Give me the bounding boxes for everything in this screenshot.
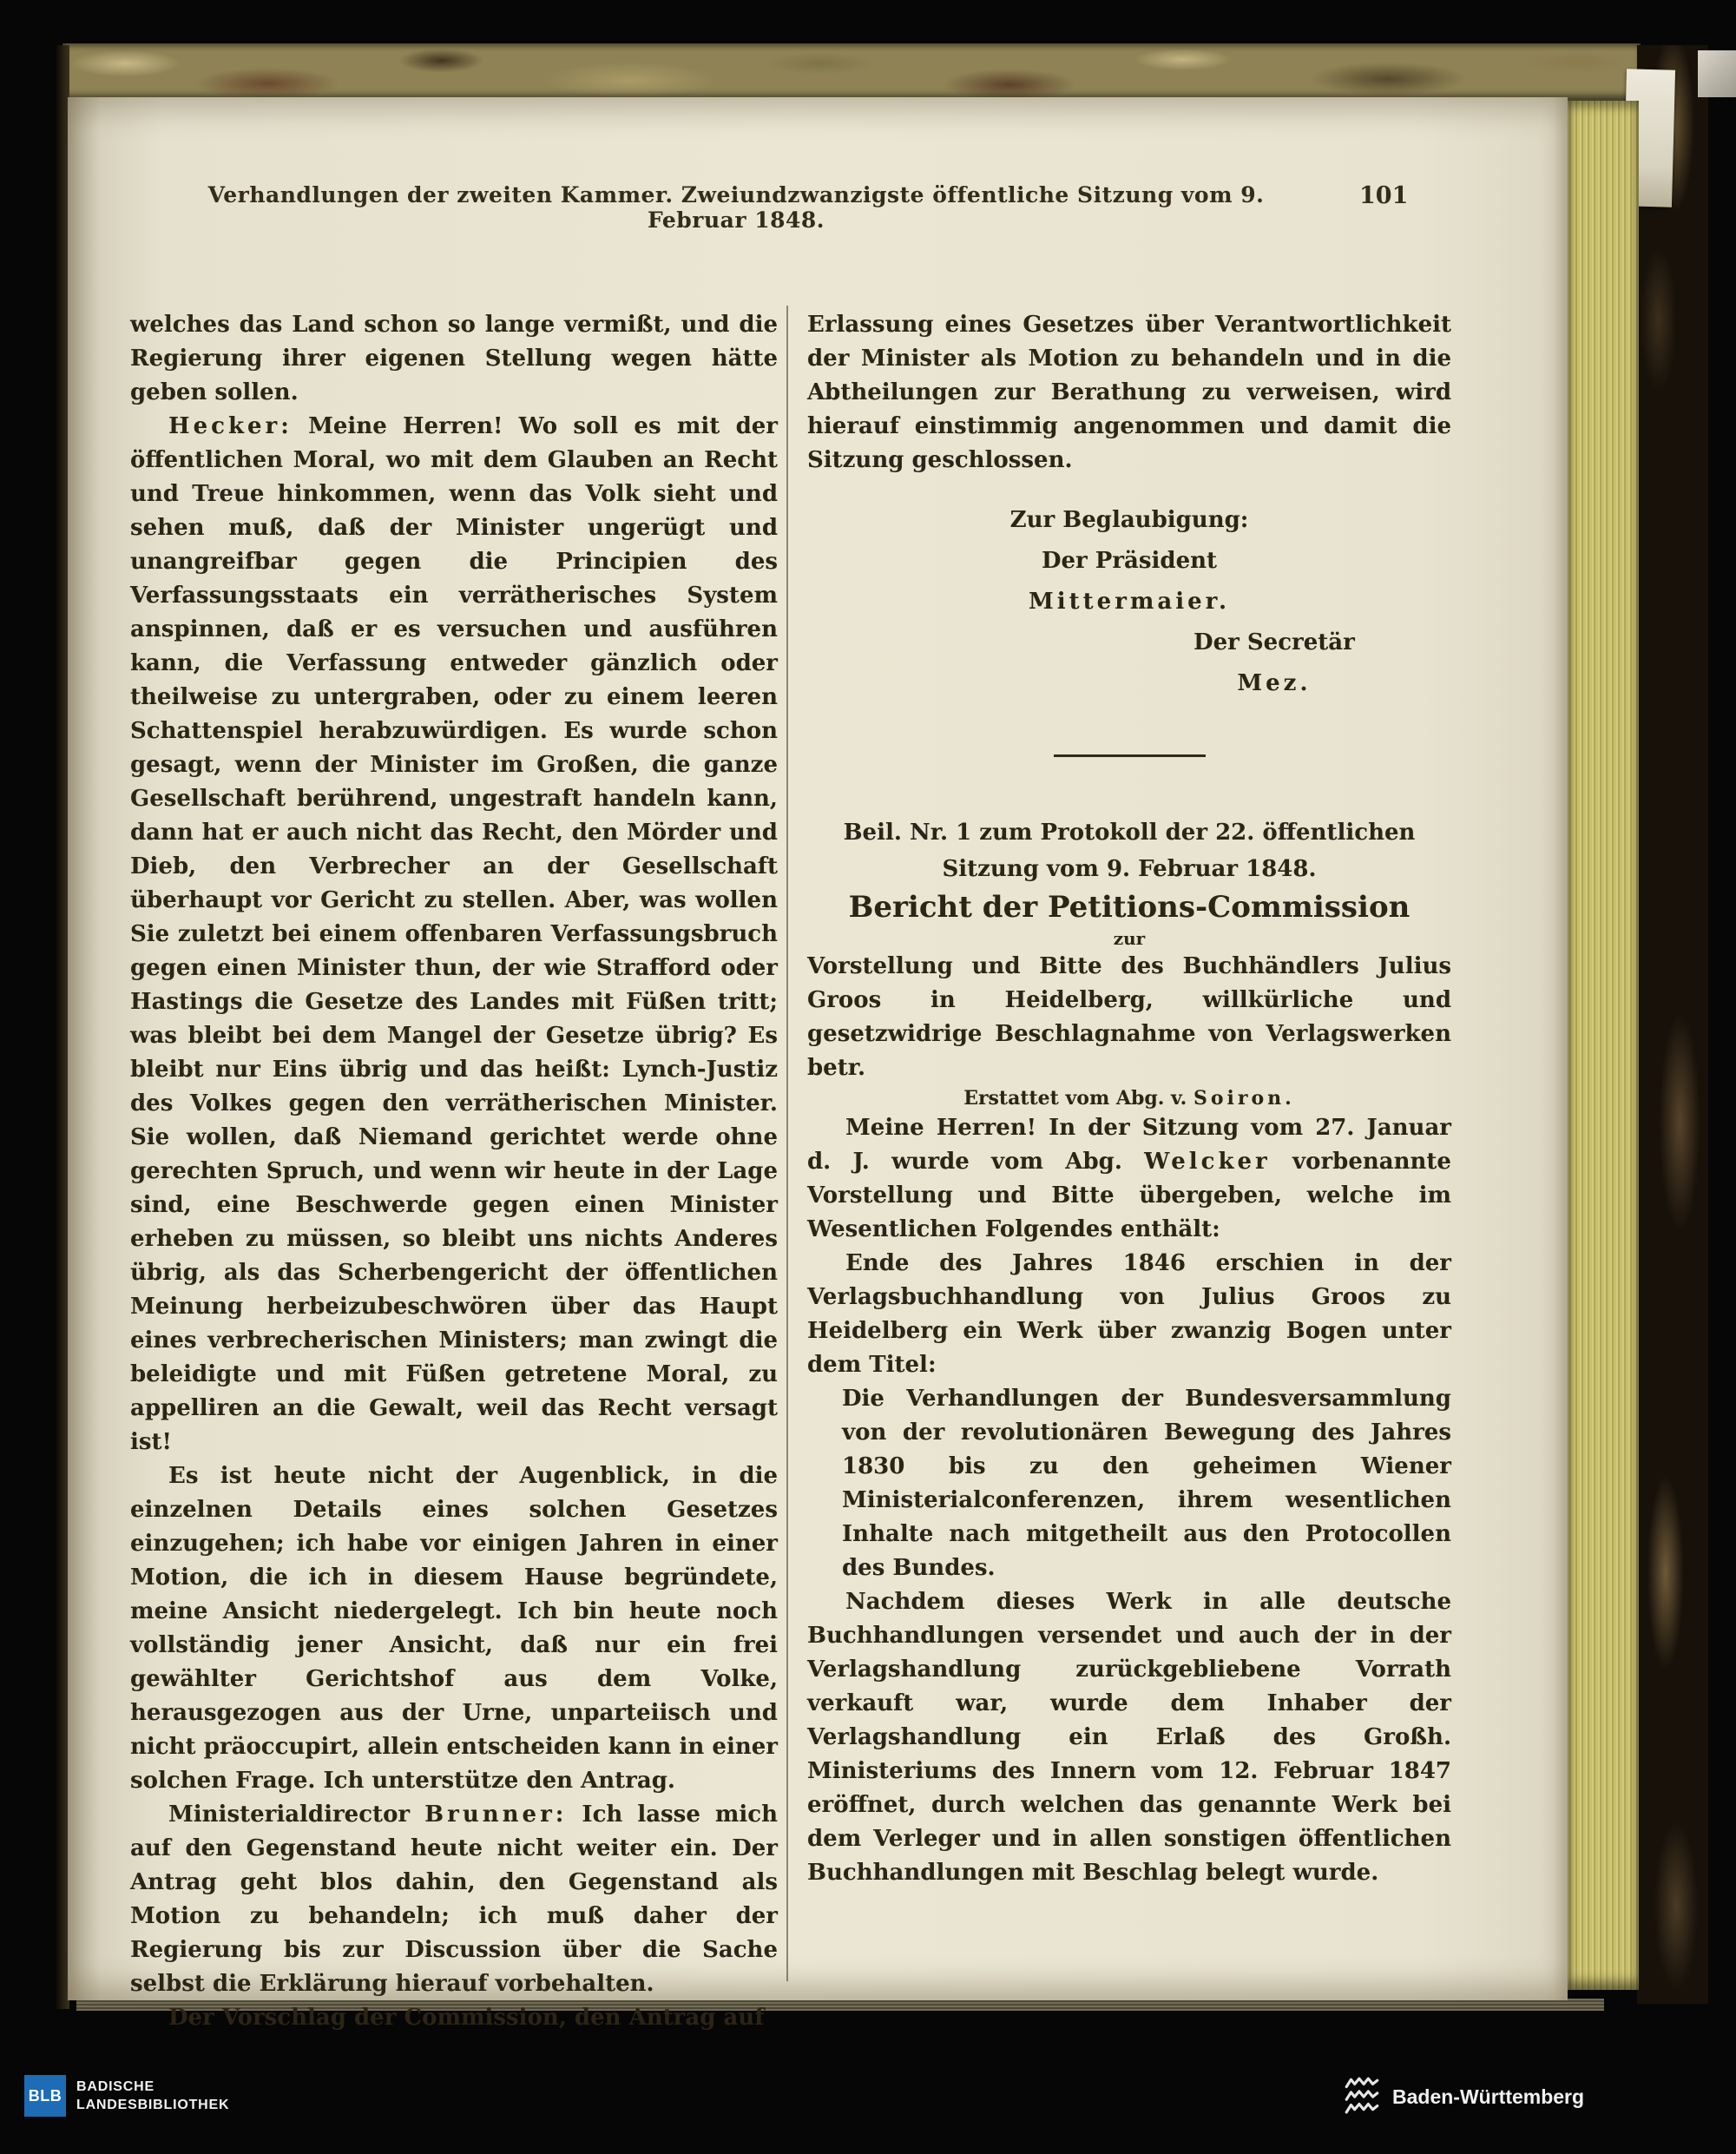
speech-hecker [130,410,778,1459]
paragraph-catchline: Der Vorschlag der Commission, den Antrag auf [168,2005,765,2031]
paragraph: Ende des Jahres 1846 erschien in der Verlagsbuchhandlung von Julius Groos zu Heidelberg ein Werk über zwanzig Bogen unter dem Titel: [807,1250,1451,1378]
book-cover-right-marbled [1637,45,1708,2004]
speaker-name: Brunner: [424,1802,568,1828]
paragraph-text: vorbenannte Vorstellung und Bitte übergeben, welche im Wesentlichen Folgendes enthält: [807,1149,1451,1242]
speaker-title: Ministerialdirector [168,1802,411,1828]
speech-brunner [130,1798,778,2001]
text-column-right [807,308,1451,1890]
reporter-name: Soiron. [1193,1087,1295,1110]
speaker-name: Hecker: [168,413,293,439]
book-page [68,97,1568,2031]
text-column-left [130,308,778,2035]
state-name: Baden-Württemberg [1392,2085,1585,2108]
paragraph-text: Meine Herren! In der Sitzung vom 27. Januar d. J. wurde vom Abg. [807,1115,1451,1175]
library-name [76,2078,229,2114]
quoted-book-title: Die Verhandlungen der Bundesversammlung von der revolutionären Bewegung des Jahres 1830 bis zu den geheimen Wiener Ministerialconferenzen, ihrem wesentlichen Inhalte nach mitgetheilt aus den Protocollen des Bundes. [842,1386,1451,1581]
deputy-name: Welcker [1144,1149,1271,1175]
bw-antlers-icon [1344,2075,1380,2119]
page-number: 101 [1359,182,1409,209]
president-name: Mittermaier. [1028,589,1231,615]
page-corner-fragment [1698,50,1736,97]
paragraph-continuation: Erlassung eines Gesetzes über Verantwortlichkeit der Minister als Motion zu behandeln und in die Abtheilungen zur Berathung zu verweisen, wird hierauf einstimmig angenommen und damit die Sitzung geschlossen. [807,312,1451,473]
secretary-name: Mez. [1237,670,1312,696]
secretary-label: Der Secretär [1194,629,1355,655]
paragraph: Nachdem dieses Werk in alle deutsche Buchhandlungen versendet und auch der in der Verlagshandlung zurückgebliebene Vorrath verkauft war, wurde dem Inhaber der Verlagshandlung ein Erlaß des Großh. Ministeriums des Innern vom 12. Februar 1847 eröffnet, durch welchen das genannte Werk bei dem Verleger und in allen sonstigen öffentlichen Buchhandlungen mit Beschlag belegt wurde. [807,1589,1451,1886]
running-head: Verhandlungen der zweiten Kammer. Zweiundzwanzigste öffentliche Sitzung vom 9. Februar 1848. [207,182,1265,233]
blb-logo-text: BLB [28,2086,62,2105]
paragraph-continuation: welches das Land schon so lange vermißt, und die Regierung ihrer eigenen Stellung wegen hätte geben sollen. [130,312,778,405]
library-name-line2: LANDESBIBLIOTHEK [76,2098,230,2112]
section-divider-rule [1054,754,1206,757]
beilage-heading: Beil. Nr. 1 zum Protokoll der 22. öffentlichen Sitzung vom 9. Februar 1848. [843,820,1416,882]
library-name-line1: BADISCHE [76,2079,155,2094]
speech-text: Meine Herren! Wo soll es mit der öffentlichen Moral, wo mit dem Glauben an Recht und Treue hinkommen, wenn das Volk sieht und sehen muß, daß der Minister ungerügt und unangreifbar gegen die Principien des Verfassungsstaats ein verrätherisches System anspinnen, daß er es versuchen und ausführen kann, die Verfassung entweder gänzlich oder theilweise zu untergraben, oder zu einem leeren Schattenspiel herabzuwürdigen. Es wurde schon gesagt, wenn der Minister im Großen, die ganze Gesellschaft berührend, ungestraft handeln kann, dann hat er auch nicht das Recht, den Mörder und Dieb, den Verbrecher an der Gesellschaft überhaupt vor Gericht zu stellen. Aber, was wollen Sie zuletzt bei einem offenbaren Verfassungsbruch gegen einen Minister thun, der wie Strafford oder Hastings die Gesetze des Landes mit Füßen tritt; was bleibt bei dem Mangel der Gesetze übrig? Es bleibt nur Eins übrig und das heißt: Lynch-Justiz des Volkes gegen den verrätherischen Minister. Sie wollen, daß Niemand gerichtet werde ohne gerechten Spruch, und wenn wir heute in der Lage sind, eine Beschwerde gegen einen Minister erheben zu müssen, so bleibt uns nichts Anderes übrig, als das Scherbengericht der öffentlichen Meinung herbeizubeschwören über das Haupt eines verbrecherischen Ministers; man zwingt die beleidigte und mit Füßen getretene Moral, zu appelliren an die Gewalt, weil das Recht versagt ist! [130,413,778,1455]
reporter-lead: Erstattet vom Abg. v. [963,1087,1187,1110]
book-top-edge-marbled [62,43,1641,101]
attestation-block [807,500,1451,704]
column-divider-rule [786,306,788,1981]
blb-logo [24,2075,66,2117]
secretary-block [1097,622,1451,704]
president-label: Der Präsident [1041,548,1218,574]
report-subject: Vorstellung und Bitte des Buchhändlers Julius Groos in Heidelberg, willkürliche und gesetzwidrige Beschlagnahme von Verlagswerken betr. [807,953,1451,1081]
paragraph [807,1111,1451,1247]
report-zur: zur [1113,928,1146,949]
paragraph: Es ist heute nicht der Augenblick, in die einzelnen Details eines solchen Gesetzes einzugehen; ich habe vor einigen Jahren in einer Motion, die ich in diesem Hause begründete, meine Ansicht niedergelegt. Ich bin heute noch vollständig jener Ansicht, daß nur ein frei gewählter Gerichtshof aus dem Volke, herausgezogen aus der Urne, unparteiisch und nicht präoccupirt, allein entscheiden kann in einer solchen Frage. Ich unterstütze den Antrag. [130,1463,778,1794]
reporter-line [807,1085,1451,1111]
attestation-heading: Zur Beglaubigung: [1009,507,1249,533]
book-fore-edge [1568,101,1639,1990]
bw-branding [1344,2075,1584,2119]
report-title: Bericht der Petitions-Commission [848,890,1410,925]
blb-branding [24,2075,229,2117]
speech-text: Ich lasse mich auf den Gegenstand heute nicht weiter ein. Der Antrag geht blos dahin, den Gegenstand als Motion zu behandeln; ich muß daher der Regierung bis zur Discussion über die Sache selbst die Erklärung hierauf vorbehalten. [130,1802,778,1997]
